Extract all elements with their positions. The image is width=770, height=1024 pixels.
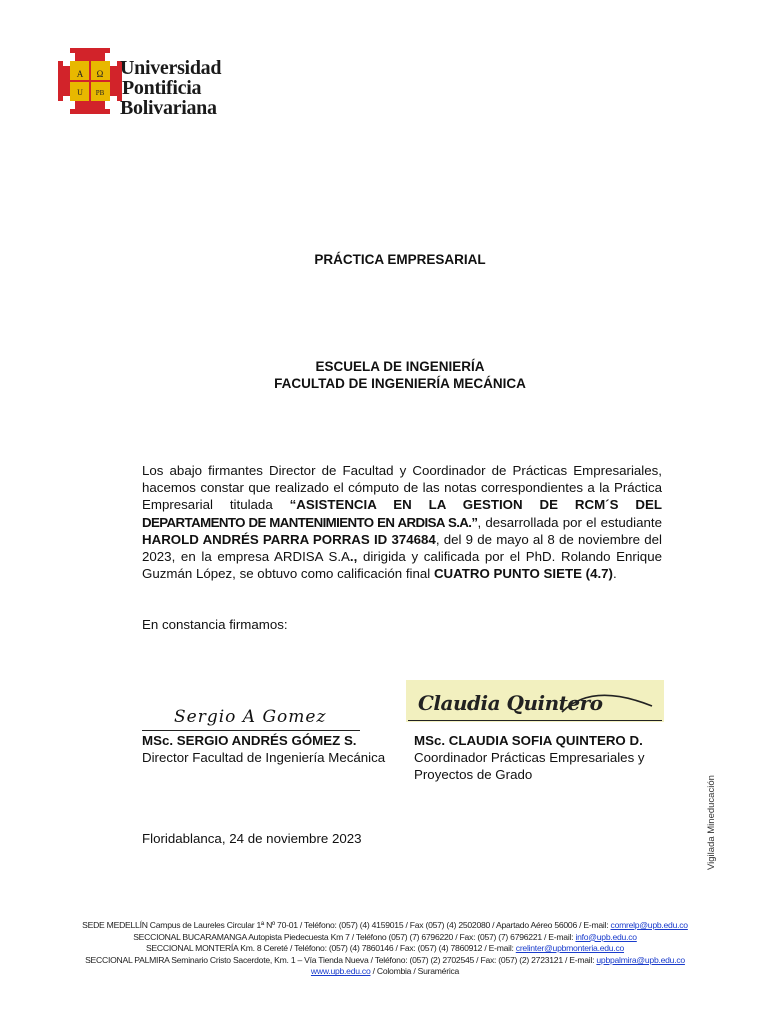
final-grade: CUATRO PUNTO SIETE (4.7) [433, 566, 613, 582]
svg-text:A: A [76, 69, 84, 79]
signatory-left-role: Director Facultad de Ingeniería Mecánica [142, 750, 386, 765]
svg-text:PB: PB [95, 89, 105, 97]
footer-line-bucaramanga [0, 932, 770, 944]
body-text-3: , del 9 de mayo al 8 de noviembre del 2023, en la empresa ARDISA S.A [142, 531, 663, 565]
constancia-text: En constancia firmamos: [142, 617, 288, 632]
footer-bucaramanga-email-link[interactable]: info@upb.edu.co [575, 931, 637, 942]
document-title: PRÁCTICA EMPRESARIAL [314, 252, 486, 267]
faculty-heading: FACULTAD DE INGENIERÍA MECÁNICA [274, 376, 526, 391]
body-text-5: dirigida y calificada por el PhD. Rolando Enrique Guzmán López, se obtuvo como calificación final [142, 549, 662, 582]
svg-text:U: U [77, 88, 83, 97]
signature-line-right [408, 720, 662, 721]
signatory-right-role-2: Proyectos de Grado [414, 767, 533, 782]
footer-web-text: / Colombia / Suramérica [370, 966, 460, 977]
signatory-left-name: MSc. SERGIO ANDRÉS GÓMEZ S. [142, 733, 357, 748]
signatory-right-name: MSc. CLAUDIA SOFIA QUINTERO D. [414, 733, 643, 748]
practice-title-b: DEPARTAMENTO DE MANTENIMIENTO EN ARDISA S.A.” [142, 514, 478, 530]
footer-line-palmira [0, 955, 770, 967]
body-text-1: Los abajo firmantes Director de Facultad y Coordinador de Prácticas Empresariales, hacemos constar que realizado el cómputo de las notas correspondientes a la Práctica Empresarial titulada [142, 463, 662, 513]
signatory-right-role-1: Coordinador Prácticas Empresariales y [414, 750, 645, 765]
svg-text:Ω: Ω [96, 69, 104, 79]
practice-title-a: “ASISTENCIA EN LA GESTION DE RCM´S DEL [289, 497, 662, 513]
footer-line-medellin [0, 920, 770, 932]
logo-line-3: Bolivariana [120, 97, 217, 119]
body-text-2: , desarrollada por el estudiante [477, 514, 662, 530]
body-text-4: ., [349, 549, 363, 565]
signatory-right [414, 732, 645, 783]
footer-palmira-text: SECCIONAL PALMIRA Seminario Cristo Sacerdote, Km. 1 – Vía Tienda Nueva / Teléfono: (057) (2) 2702545 / Fax: (057) (2) 2723121 / E-mail: [85, 954, 597, 965]
university-name-logo [120, 58, 221, 118]
footer-medellin-email-link[interactable]: comrelp@upb.edu.co [610, 920, 688, 930]
signature-right [412, 682, 662, 722]
certification-paragraph [142, 462, 662, 582]
footer-medellin-text: SEDE MEDELLÍN Campus de Laureles Circular 1ª Nº 70-01 / Teléfono: (057) (4) 4159015 / Fax (057) (4) 2502080 / Apartado Aéreo 56006 / E-mail: [82, 920, 611, 930]
vigilada-label: Vigilada Mineducación [706, 775, 717, 870]
footer-palmira-email-link[interactable]: upbpalmira@upb.edu.co [596, 954, 685, 965]
footer [0, 920, 770, 978]
footer-line-monteria [0, 943, 770, 955]
signature-line-left [142, 730, 360, 731]
footer-website-link[interactable]: www.upb.edu.co [310, 966, 371, 977]
signature-left [172, 700, 332, 730]
footer-monteria-text: SECCIONAL MONTERÍA Km. 8 Cereté / Teléfono: (057) (4) 7860146 / Fax: (057) (4) 7860912 / E-mail: [145, 943, 516, 954]
footer-bucaramanga-text: SECCIONAL BUCARAMANGA Autopista Piedecuesta Km 7 / Teléfono (057) (7) 6796220 / Fax: (057) (7) 6796221 / E-mail: [133, 931, 576, 942]
logo-line-1: Universidad [120, 57, 222, 79]
place-date: Floridablanca, 24 de noviembre 2023 [142, 831, 362, 846]
student-name: HAROLD ANDRÉS PARRA PORRAS ID 374684 [142, 531, 436, 547]
logo-line-2: Pontificia [122, 77, 202, 99]
signatory-left [142, 732, 385, 766]
footer-line-web [0, 966, 770, 978]
body-text-6: . [613, 566, 617, 582]
school-heading: ESCUELA DE INGENIERÍA [315, 359, 485, 374]
footer-monteria-email-link[interactable]: crelinter@upbmonteria.edu.co [515, 943, 625, 954]
signature-right-handwriting: Claudia Quintero [418, 691, 603, 715]
signature-left-handwriting: Sergio A Gomez [174, 707, 327, 727]
